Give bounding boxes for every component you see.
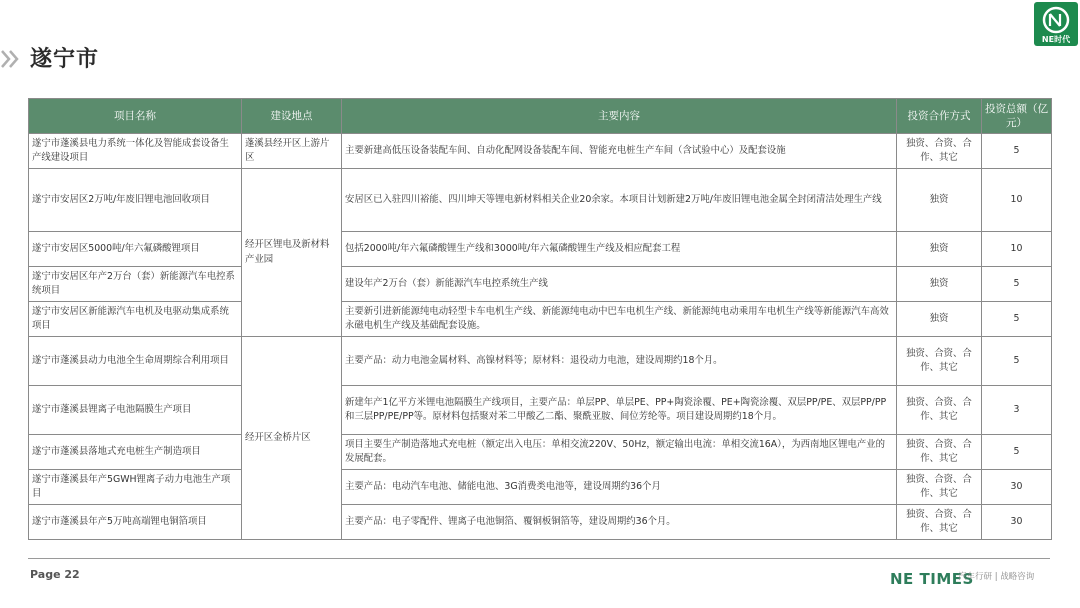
- table-header-row: [29, 99, 1052, 134]
- ne-times-logo: [1034, 2, 1078, 46]
- brand-name: NE TIMES: [890, 570, 974, 588]
- cell-content: 主要新建高低压设备装配车间、自动化配网设备装配车间、智能充电桩生产车间（含试验中心）及配套设施: [342, 134, 897, 169]
- page-title: 遂宁市: [30, 47, 100, 72]
- cell-mode: 独资、合资、合作、其它: [897, 435, 982, 470]
- table-row: [29, 505, 1052, 540]
- cell-mode: 独资、合资、合作、其它: [897, 337, 982, 386]
- page-number: Page 22: [30, 568, 80, 581]
- cell-amount: 5: [982, 435, 1052, 470]
- cell-amount: 30: [982, 470, 1052, 505]
- cell-project-name: 遂宁市蓬溪县落地式充电桩生产制造项目: [29, 435, 242, 470]
- cell-mode: 独资、合资、合作、其它: [897, 505, 982, 540]
- table-row: [29, 470, 1052, 505]
- header-amount: 投资总额（亿元）: [982, 99, 1052, 134]
- cell-amount: 10: [982, 232, 1052, 267]
- header-content: 主要内容: [342, 99, 897, 134]
- cell-project-name: 遂宁市蓬溪县年产5万吨高端锂电铜箔项目: [29, 505, 242, 540]
- cell-project-name: 遂宁市蓬溪县锂离子电池隔膜生产项目: [29, 386, 242, 435]
- cell-project-name: 遂宁市安居区5000吨/年六氟磷酸锂项目: [29, 232, 242, 267]
- table-row: [29, 435, 1052, 470]
- cell-content: 新建年产1亿平方米锂电池隔膜生产线项目，主要产品：单层PP、单层PE、PP+陶瓷涂覆、PE+陶瓷涂覆、双层PP/PE、双层PP/PP和三层PP/PE/PP等。原材料包括聚对苯二甲酸乙二酯、聚酰亚胺、间位芳纶等。项目建设周期约18个月。: [342, 386, 897, 435]
- table-row: [29, 337, 1052, 386]
- cell-content: 建设年产2万台（套）新能源汽车电控系统生产线: [342, 267, 897, 302]
- table-row: [29, 267, 1052, 302]
- cell-amount: 5: [982, 134, 1052, 169]
- svg-text:NE时代: NE时代: [1041, 35, 1071, 44]
- cell-content: 项目主要生产制造落地式充电桩（额定出入电压：单相交流220V、50Hz，额定输出电流：单相交流16A），为西南地区锂电产业的发展配套。: [342, 435, 897, 470]
- header-mode: 投资合作方式: [897, 99, 982, 134]
- cell-mode: 独资、合资、合作、其它: [897, 470, 982, 505]
- table-row: [29, 386, 1052, 435]
- cell-content: 安居区已入驻四川裕能、四川坤天等锂电新材料相关企业20余家。本项目计划新建2万吨/年废旧锂电池金属全封闭清洁处理生产线: [342, 169, 897, 232]
- cell-amount: 5: [982, 302, 1052, 337]
- cell-location: 蓬溪县经开区上游片区: [242, 134, 342, 169]
- cell-mode: 独资、合资、合作、其它: [897, 386, 982, 435]
- header-location: 建设地点: [242, 99, 342, 134]
- cell-amount: 10: [982, 169, 1052, 232]
- project-table: [28, 98, 1052, 540]
- brand-tagline: 汽车行研 | 战略咨询: [958, 572, 1035, 582]
- cell-content: 主要产品：电子零配件、锂离子电池铜箔、覆铜板铜箔等，建设周期约36个月。: [342, 505, 897, 540]
- cell-mode: 独资: [897, 302, 982, 337]
- cell-amount: 5: [982, 267, 1052, 302]
- cell-content: 主要新引进新能源纯电动轻型卡车电机生产线、新能源纯电动中巴车电机生产线、新能源纯电动乘用车电机生产线等新能源汽车高效永磁电机生产线及基础配套设施。: [342, 302, 897, 337]
- cell-amount: 30: [982, 505, 1052, 540]
- header-project-name: 项目名称: [29, 99, 242, 134]
- cell-content: 主要产品：电动汽车电池、储能电池、3G消费类电池等，建设周期约36个月: [342, 470, 897, 505]
- cell-project-name: 遂宁市安居区新能源汽车电机及电驱动集成系统项目: [29, 302, 242, 337]
- cell-content: 包括2000吨/年六氟磷酸锂生产线和3000吨/年六氟磷酸锂生产线及相应配套工程: [342, 232, 897, 267]
- cell-mode: 独资: [897, 232, 982, 267]
- cell-amount: 3: [982, 386, 1052, 435]
- cell-location-merged: 经开区锂电及新材料产业园: [242, 169, 342, 337]
- cell-mode: 独资: [897, 267, 982, 302]
- chevron-decoration-icon: [0, 48, 24, 70]
- cell-project-name: 遂宁市蓬溪县电力系统一体化及智能成套设备生产线建设项目: [29, 134, 242, 169]
- cell-mode: 独资: [897, 169, 982, 232]
- cell-mode: 独资、合资、合作、其它: [897, 134, 982, 169]
- cell-project-name: 遂宁市安居区年产2万台（套）新能源汽车电控系统项目: [29, 267, 242, 302]
- cell-content: 主要产品：动力电池金属材料、高镍材料等；原材料：退役动力电池，建设周期约18个月。: [342, 337, 897, 386]
- table-row: [29, 232, 1052, 267]
- cell-amount: 5: [982, 337, 1052, 386]
- table-row: [29, 134, 1052, 169]
- cell-location-merged: 经开区金桥片区: [242, 337, 342, 540]
- cell-project-name: 遂宁市蓬溪县年产5GWH锂离子动力电池生产项目: [29, 470, 242, 505]
- cell-project-name: 遂宁市安居区2万吨/年废旧锂电池回收项目: [29, 169, 242, 232]
- table-row: [29, 302, 1052, 337]
- footer-divider: [28, 558, 1050, 559]
- table-row: [29, 169, 1052, 232]
- cell-project-name: 遂宁市蓬溪县动力电池全生命周期综合利用项目: [29, 337, 242, 386]
